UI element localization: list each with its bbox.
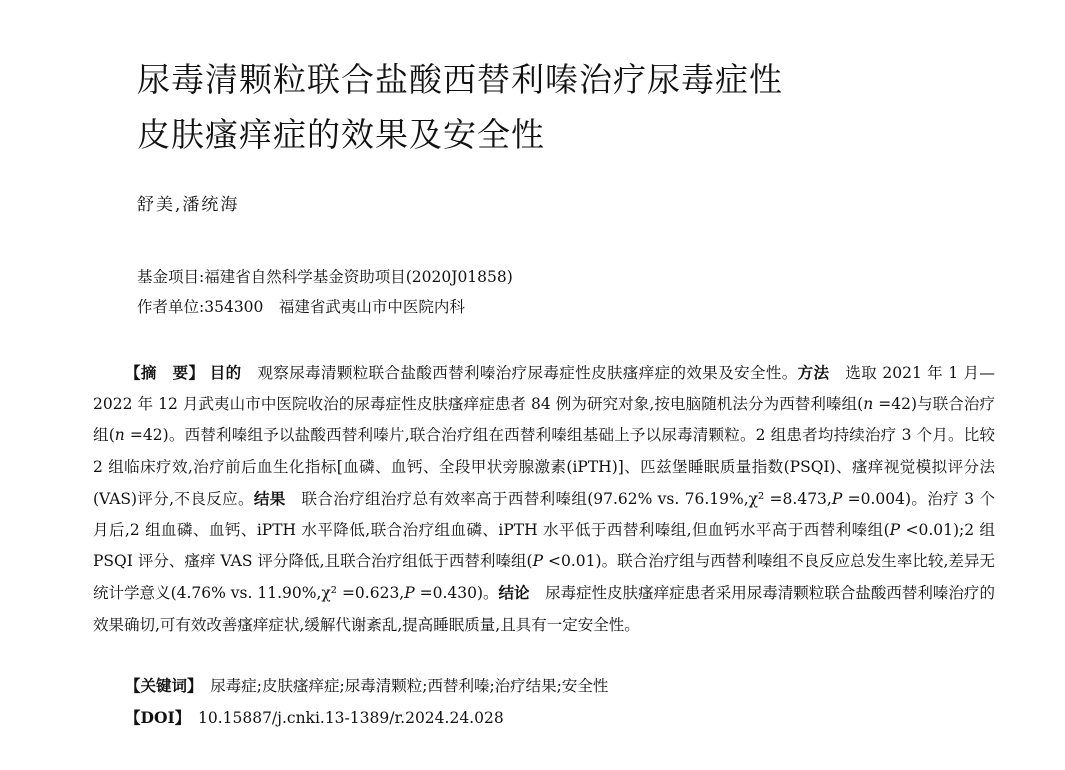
methods-text-1: 选取 2021 年 1 月—2022 年 12 月武夷山市中医院收治的尿毒症性皮肤瘙痒症患者 84 例为研究对象,按电脑随机法分为西替利嗪组( [93, 364, 995, 414]
author-list: 舒美,潘统海 [137, 195, 240, 215]
conclusion-text: 尿毒症性皮肤瘙痒症患者采用尿毒清颗粒联合盐酸西替利嗪治疗的效果确切,可有效改善瘙痒症状,缓解代谢紊乱,提高睡眠质量,且具有一定安全性。 [93, 584, 995, 634]
methods-text-2: =42)与联合治疗组( [93, 395, 995, 445]
n-symbol-1: n [863, 395, 874, 414]
results-text-1: 联合治疗组治疗总有效率高于西替利嗪组(97.62% vs. 76.19%,χ² =8.473, [301, 489, 832, 508]
title-line-2: 皮肤瘙痒症的效果及安全性 [137, 115, 545, 154]
results-text-4: <0.01)。联合治疗组与西替利嗪组不良反应总发生率比较,差异无统计学意义(4.76% vs. 11.90%,χ² =0.623, [93, 552, 995, 603]
results-text-3: <0.01);2 组 PSQI 评分、瘙痒 VAS 评分降低,且联合治疗组低于西替利嗪组( [93, 521, 996, 571]
doi-value: 10.15887/j.cnki.13-1389/r.2024.24.028 [197, 709, 504, 727]
doi-label: 【DOI】 [125, 708, 183, 727]
funding-label: 基金项目: [137, 268, 205, 286]
p-symbol-4: P [404, 584, 415, 603]
paper-title [137, 52, 957, 162]
funding-line [137, 262, 513, 292]
p-symbol-3: P [532, 552, 544, 571]
methods-label: 方法 [797, 363, 830, 382]
keywords-value: 尿毒症;皮肤瘙痒症;尿毒清颗粒;西替利嗪;治疗结果;安全性 [210, 677, 609, 695]
abstract-body [93, 357, 995, 641]
n-symbol-2: n [114, 426, 125, 445]
results-text-2: =0.004)。治疗 3 个月后,2 组血磷、血钙、iPTH 水平降低,联合治疗组血磷、iPTH 水平低于西替利嗪组,但血钙水平高于西替利嗪组( [93, 489, 995, 540]
abstract-heading: 【摘 要】 [125, 363, 205, 382]
article-meta [137, 262, 513, 322]
funding-value: 福建省自然科学基金资助项目(2020J01858) [204, 268, 513, 286]
conclusion-label: 结论 [498, 583, 530, 603]
results-label: 结果 [253, 488, 286, 508]
keywords-label: 【关键词】 [125, 676, 195, 695]
affiliation-value: 354300 福建省武夷山市中医院内科 [204, 298, 465, 316]
keywords-line [125, 674, 608, 696]
methods-text-3: =42)。西替利嗪组予以盐酸西替利嗪片,联合治疗组在西替利嗪组基础上予以尿毒清颗粒。2 组患者均持续治疗 3 个月。比较 2 组临床疗效,治疗前后血生化指标[血磷、血钙、全段甲状旁腺激素(iPTH)]、匹兹堡睡眠质量指数(PSQI)、瘙痒视觉模拟评分法(VAS)评分,不良反应。 [93, 426, 995, 508]
affiliation-line [137, 292, 513, 322]
objective-text: 观察尿毒清颗粒联合盐酸西替利嗪治疗尿毒症性皮肤瘙痒症的效果及安全性。 [257, 364, 798, 382]
p-symbol-2: P [889, 521, 901, 540]
results-text-5: =0.430)。 [414, 584, 499, 603]
title-line-1: 尿毒清颗粒联合盐酸西替利嗪治疗尿毒症性 [137, 60, 783, 99]
objective-label: 目的 [209, 363, 242, 382]
p-symbol-1: P [831, 489, 843, 508]
affiliation-label: 作者单位: [137, 298, 205, 316]
doi-line [125, 706, 504, 728]
